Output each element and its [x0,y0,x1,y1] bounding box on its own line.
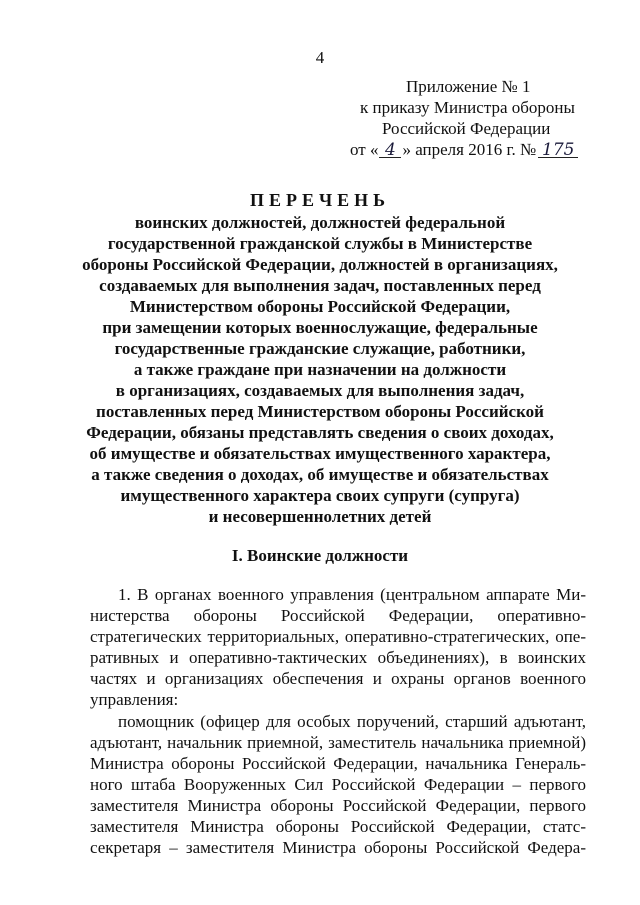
date-middle: » апреля 2016 г. № [402,140,537,159]
document-title [70,190,570,527]
title-word: ПЕРЕЧЕНЬ [249,190,391,210]
handwritten-day: 4 [379,143,401,158]
title-line: воинских должностей, должностей федеральной [134,213,506,232]
section-heading: I. Воинские должности [231,546,409,565]
title-line: поставленных перед Министерством обороны Российской [96,402,544,421]
paragraph-line: Министра обороны Российской Федерации, начальника Генераль- [90,753,586,773]
paragraph-line: помощник (офицер для особых поручений, старший адъютант, [118,711,586,731]
appendix-header [330,76,620,160]
paragraph-line: 1. В органах военного управления (центральном аппарате Ми- [118,585,586,604]
title-line: при замещении которых военнослужащие, федеральные [102,318,538,337]
title-line: создаваемых для выполнения задач, поставленных перед [99,276,541,295]
date-prefix: от « [350,140,379,159]
paragraph-line: нистерства обороны Российской Федерации, оперативно- [90,606,586,626]
paragraph-line: заместителя Министра обороны Российской Федерации, статс- [90,817,586,837]
title-line: Министерством обороны Российской Федерации, [129,297,511,316]
title-line: об имуществе и обязательствах имущественного характера, [89,444,551,463]
paragraph-line: управления: [90,690,179,710]
title-line: а также граждане при назначении на должности [133,360,507,379]
appendix-date-line [330,139,620,160]
appendix-order-reference: к приказу Министра обороны [360,98,575,117]
title-line: а также сведения о доходах, об имуществе и обязательствах [91,465,549,484]
handwritten-order-number: 175 [538,143,578,158]
title-line: в организациях, создаваемых для выполнения задач, [115,381,525,400]
appendix-organization: Российской Федерации [382,119,551,138]
page-number: 4 [315,48,325,67]
appendix-number: Приложение № 1 [406,77,531,96]
paragraph-line: ративных и оперативно-тактических объединениях), в воинских [90,648,586,668]
paragraph-line: адъютант, начальник приемной, заместитель начальника приемной) [90,732,586,752]
paragraph-line: частях и организациях обеспечения и охраны органов военного [90,669,586,689]
title-line: государственные гражданские служащие, работники, [114,339,526,358]
title-line: обороны Российской Федерации, должностей в организациях, [82,255,558,274]
body-text [90,584,586,858]
title-line: Федерации, обязаны представлять сведения о своих доходах, [86,423,554,442]
paragraph-line: заместителя Министра обороны Российской Федерации, первого [90,795,586,815]
title-line: и несовершеннолетних детей [208,507,432,526]
title-line: государственной гражданской службы в Министерстве [107,234,533,253]
paragraph-line: ного штаба Вооруженных Сил Российской Федерации – первого [90,774,586,794]
paragraph-line: стратегических территориальных, оперативно-стратегических, опе- [90,627,586,647]
title-line: имущественного характера своих супруги (супруга) [120,486,520,505]
paragraph-line: секретаря – заместителя Министра обороны Российской Федера- [90,838,586,858]
